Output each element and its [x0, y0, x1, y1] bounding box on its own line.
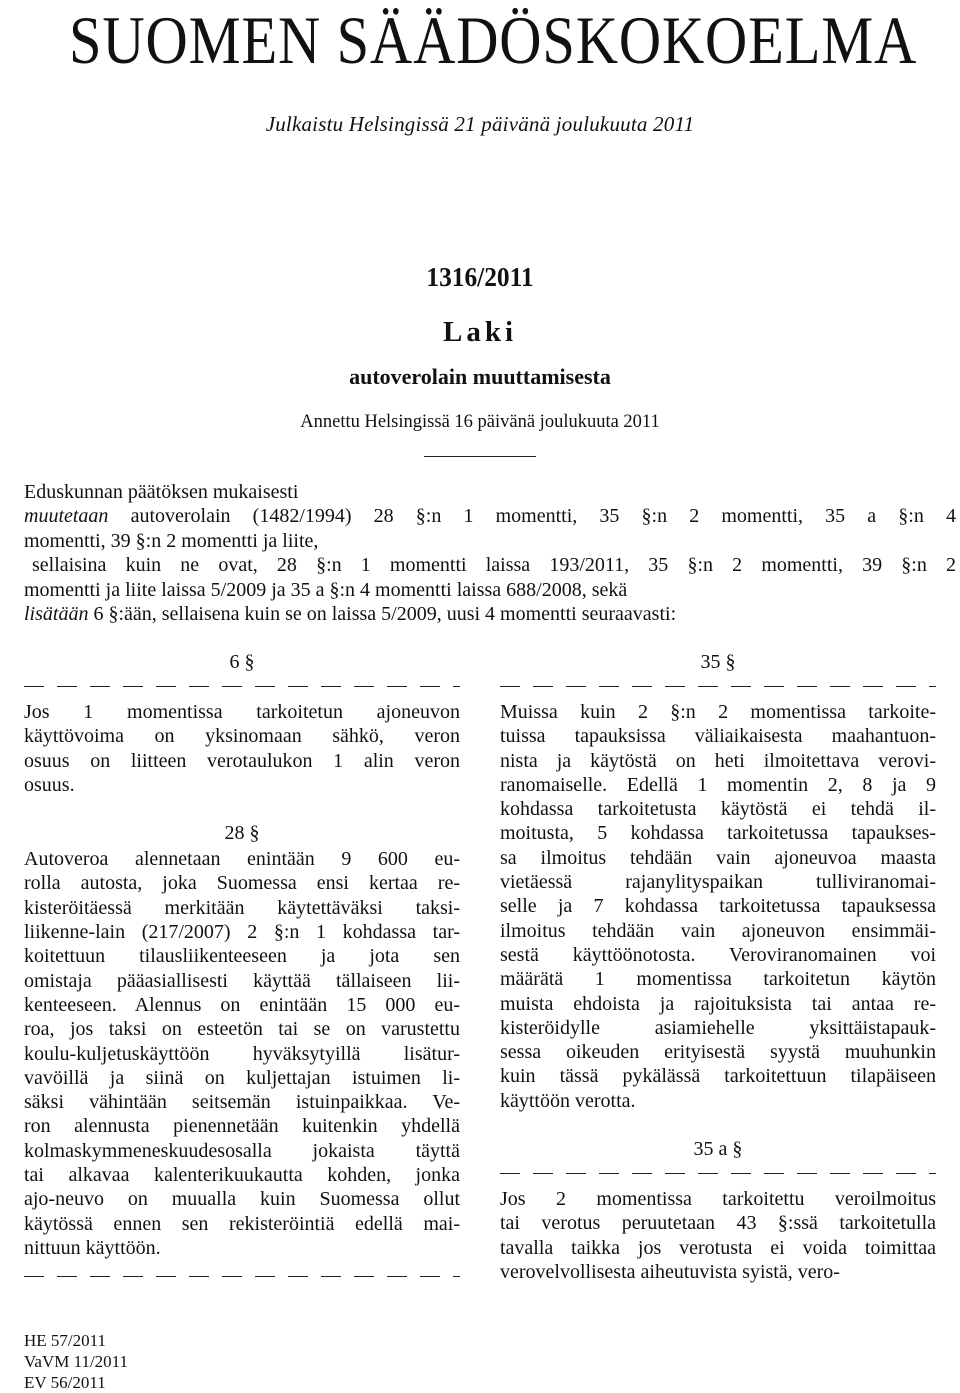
text-line: muista ehdoista ja rajoituksista tai antaa re- [500, 992, 936, 1015]
legislative-references [24, 1330, 128, 1393]
text-line: kisteröitäessä merkitään käytettäväksi taksi- [24, 896, 460, 919]
text-line: Jos 2 momentissa tarkoitettu veroilmoitus [500, 1188, 936, 1211]
section-35-text [500, 700, 936, 1113]
text-line: käyttövoima on yksinomaan sähkö, veron [24, 725, 460, 748]
text-line: Jos 1 momentissa tarkoitetun ajoneuvon [24, 701, 460, 723]
text-line: tai verotus peruutetaan 43 §:ssä tarkoitetulla [500, 1212, 936, 1235]
text-line: kuin tässä pykälässä tarkoitettuun tilapäiseen [500, 1065, 936, 1088]
preamble-line-text: autoverolain (1482/1994) 28 §:n 1 momentti, 35 §:n 2 momentti, 35 a §:n 4 [108, 505, 956, 528]
text-line: tavalla taikka jos verotusta ei voida toimittaa [500, 1236, 936, 1259]
publication-title: SUOMEN SÄÄDÖSKOKOELMA [69, 2, 918, 78]
act-title: autoverolain muuttamisesta [349, 364, 611, 389]
masthead [0, 4, 960, 76]
section-heading-35a: 35 a § [693, 1138, 743, 1161]
left-column [24, 648, 460, 1290]
text-line: ilmoitus tehdään vain ajoneuvon ensimmäi- [500, 919, 936, 942]
omission-dashes [24, 680, 460, 692]
preamble-line-add [24, 602, 956, 626]
preamble [24, 480, 956, 626]
text-line: koulu-kuljetuskäyttöön hyväksytyillä lisätur- [24, 1042, 460, 1065]
text-line: sa ilmoitus tehdään vain ajoneuvoa maasta [500, 846, 936, 869]
omission-dashes [500, 680, 936, 692]
preamble-line: Eduskunnan päätöksen mukaisesti [24, 481, 299, 503]
preamble-keyword-lisataan: lisätään [24, 603, 89, 626]
text-line: selle ja 7 kohdassa tarkoitetussa tapauksessa [500, 895, 936, 918]
text-line: kohdassa tarkoitetusta käytöstä ei tehdä il- [500, 798, 936, 821]
text-line: vavöillä ja siinä on kuljettajan istuimen li- [24, 1066, 460, 1089]
text-line: säksi vähintään seitsemän istuinpaikkaa. Ve- [24, 1091, 460, 1114]
section-heading-6: 6 § [229, 651, 255, 673]
reference-he: HE 57/2011 [24, 1331, 107, 1350]
text-line: moitusta, 5 kohdassa tarkoitetussa tapaukses- [500, 822, 936, 845]
preamble-keyword-muutetaan: muutetaan [24, 505, 109, 528]
act-type: Laki [442, 316, 518, 348]
text-line: määrätä 1 momentissa tarkoitetun käytön [500, 968, 936, 991]
text-line: vietäessä rajanylityspaikan tulliviranomai- [500, 871, 936, 894]
preamble-line: sellaisina kuin ne ovat, 28 §:n 1 momentti laissa 193/2011, 35 §:n 2 momentti, 39 §:n 2 [32, 554, 956, 577]
omission-dashes [24, 1270, 460, 1282]
section-35a-text [500, 1187, 936, 1284]
section-heading-35: 35 § [700, 651, 736, 673]
omission-dashes [500, 1167, 936, 1179]
text-line: nista ja käytöstä on heti ilmoitettava verovi- [500, 749, 936, 772]
section-heading-28: 28 § [224, 822, 260, 845]
text-line: roa, jos taksi on esteetön tai se on varustettu [24, 1018, 460, 1041]
text-line: sessa oikeuden erityisestä syystä muuhunkin [500, 1041, 936, 1064]
text-line: liikenne-lain (217/2007) 2 §:n 1 kohdassa tar- [24, 921, 460, 944]
text-line: kolmaskymmeneskuudesosalla jokaista täyttä [24, 1139, 460, 1162]
preamble-line: momentti, 39 §:n 2 momentti ja liite, [24, 529, 319, 552]
text-line: käytössä ennen sen rekisteröintiä edellä mai- [24, 1212, 460, 1235]
text-line: tuissa tapauksissa väliaikaisesta maahantuon- [500, 725, 936, 748]
section-28-text [24, 847, 460, 1260]
text-line: omistaja pääasiallisesti käyttää tällaiseen lii- [24, 969, 460, 992]
title-divider [424, 456, 536, 457]
text-line: sestä käyttöönotosta. Veroviranomainen voi [500, 943, 936, 966]
text-line: käyttöön verotta. [500, 1089, 636, 1112]
section-6-text [24, 700, 460, 797]
text-line: koitettuun tilausliikenteeseen ja jota sen [24, 945, 460, 968]
text-line: ron alennusta pienennetään kuitenkin yhdellä [24, 1115, 460, 1138]
preamble-line-amend [24, 504, 956, 528]
preamble-line-text: 6 §:ään, sellaisena kuin se on laissa 5/2009, uusi 4 momentti seuraavasti: [88, 603, 677, 626]
text-line: tai alkavaa kalenterikuukautta kohden, jonka [24, 1164, 460, 1187]
right-column [500, 648, 936, 1284]
reference-ev: EV 56/2011 [24, 1373, 106, 1392]
preamble-line: momentti ja liite laissa 5/2009 ja 35 a §:n 4 momentti laissa 688/2008, sekä [24, 578, 628, 601]
text-line: kenteeseen. Alennus on enintään 15 000 eu- [24, 993, 460, 1016]
publication-date: Julkaistu Helsingissä 21 päivänä joulukuuta 2011 [265, 112, 695, 136]
text-line: verovelvollisesta aiheutuvista syistä, vero- [500, 1260, 840, 1283]
text-line: Muissa kuin 2 §:n 2 momentissa tarkoite- [500, 701, 936, 723]
text-line: ajo-neuvo on muualla kuin Suomessa ollut [24, 1188, 460, 1211]
act-given-date: Annettu Helsingissä 16 päivänä joulukuuta 2011 [300, 412, 660, 432]
reference-vavm: VaVM 11/2011 [24, 1352, 129, 1371]
text-line: Autoveroa alennetaan enintään 9 600 eu- [24, 848, 460, 871]
text-line: osuus. [24, 773, 75, 796]
text-line: rolla autosta, joka Suomessa ensi kertaa re- [24, 872, 460, 895]
text-line: kisteröidylle asiamiehelle yksittäistapauk- [500, 1016, 936, 1039]
text-line: osuus on liitteen verotaulukon 1 alin veron [24, 749, 460, 772]
text-line: nittuun käyttöön. [24, 1236, 161, 1259]
text-line: ranomaiselle. Edellä 1 momentin 2, 8 ja 9 [500, 773, 936, 796]
act-number: 1316/2011 [426, 262, 534, 292]
